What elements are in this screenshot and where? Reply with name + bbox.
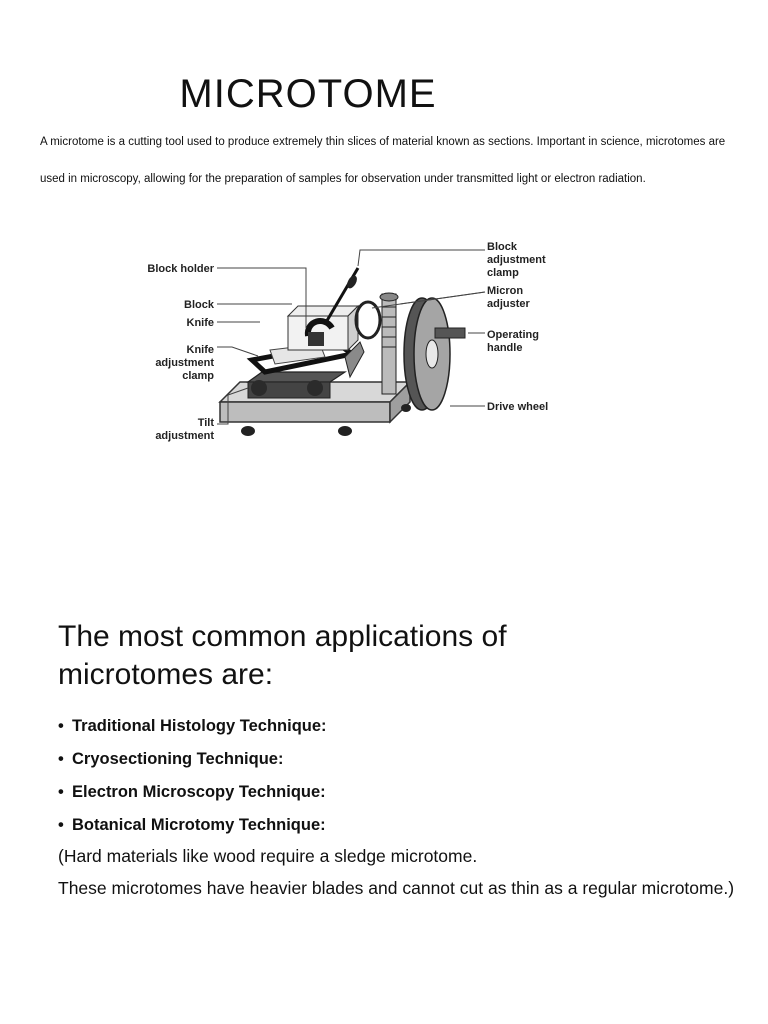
applications-heading: The most common applications of microtomes are: — [58, 620, 507, 691]
microtome-diagram — [120, 232, 580, 452]
bullet: • — [58, 717, 64, 735]
label-operating-handle-2: handle — [487, 342, 523, 354]
label-drive-wheel: Drive wheel — [487, 401, 549, 413]
list-item — [58, 714, 327, 747]
label-tilt-adjustment-1: Tilt — [197, 417, 214, 429]
bullet: • — [58, 816, 64, 834]
list-item — [58, 780, 327, 813]
base-front — [220, 402, 390, 422]
note-line: These microtomes have heavier blades and cannot cut as thin as a regular microtome.) — [58, 878, 735, 898]
applications-list — [58, 714, 327, 846]
label-block: Block — [184, 299, 214, 311]
list-item — [58, 747, 327, 780]
label-block-adjustment-clamp-2: adjustment — [487, 254, 546, 266]
note-line: (Hard materials like wood require a sledge microtome. — [58, 846, 478, 866]
foot-back — [401, 404, 411, 412]
label-knife: Knife — [186, 317, 214, 329]
column — [382, 294, 396, 394]
tilt-knob-right — [307, 380, 323, 396]
list-item — [58, 813, 327, 846]
foot-right — [338, 426, 352, 436]
list-item-label: Botanical Microtomy Technique: — [72, 816, 326, 834]
block — [308, 332, 324, 346]
label-micron-adjuster-2: adjuster — [487, 298, 530, 310]
foot-left — [241, 426, 255, 436]
tilt-knob-left — [251, 380, 267, 396]
knife-holder-base — [248, 372, 345, 382]
list-item-label: Traditional Histology Technique: — [72, 717, 327, 735]
page-title: MICROTOME — [179, 72, 437, 116]
label-block-holder: Block holder — [147, 263, 214, 275]
bullet: • — [58, 783, 64, 801]
label-tilt-adjustment-2: adjustment — [155, 430, 214, 442]
column-cap — [380, 293, 398, 301]
label-knife-adjustment-clamp-1: Knife — [186, 344, 214, 356]
label-block-adjustment-clamp-3: clamp — [487, 267, 519, 279]
label-knife-adjustment-clamp-2: adjustment — [155, 357, 214, 369]
label-knife-adjustment-clamp-3: clamp — [182, 370, 214, 382]
note-block — [58, 844, 748, 908]
drive-wheel-hub — [426, 340, 438, 368]
intro-paragraph: A microtome is a cutting tool used to produce extremely thin slices of material known as sections. Important in science, microtomes are used in microscopy, allowing for the preparation of samples for observation under transmitted light or electron radiation. — [40, 136, 726, 185]
microtome-illustration — [120, 232, 580, 452]
list-item-label: Electron Microscopy Technique: — [72, 783, 326, 801]
label-block-adjustment-clamp-1: Block — [487, 241, 517, 253]
bullet: • — [58, 750, 64, 768]
block-holder-top — [288, 306, 358, 316]
list-item-label: Cryosectioning Technique: — [72, 750, 284, 768]
label-micron-adjuster-1: Micron — [487, 285, 524, 297]
label-operating-handle-1: Operating — [487, 329, 539, 341]
operating-handle — [435, 328, 465, 338]
